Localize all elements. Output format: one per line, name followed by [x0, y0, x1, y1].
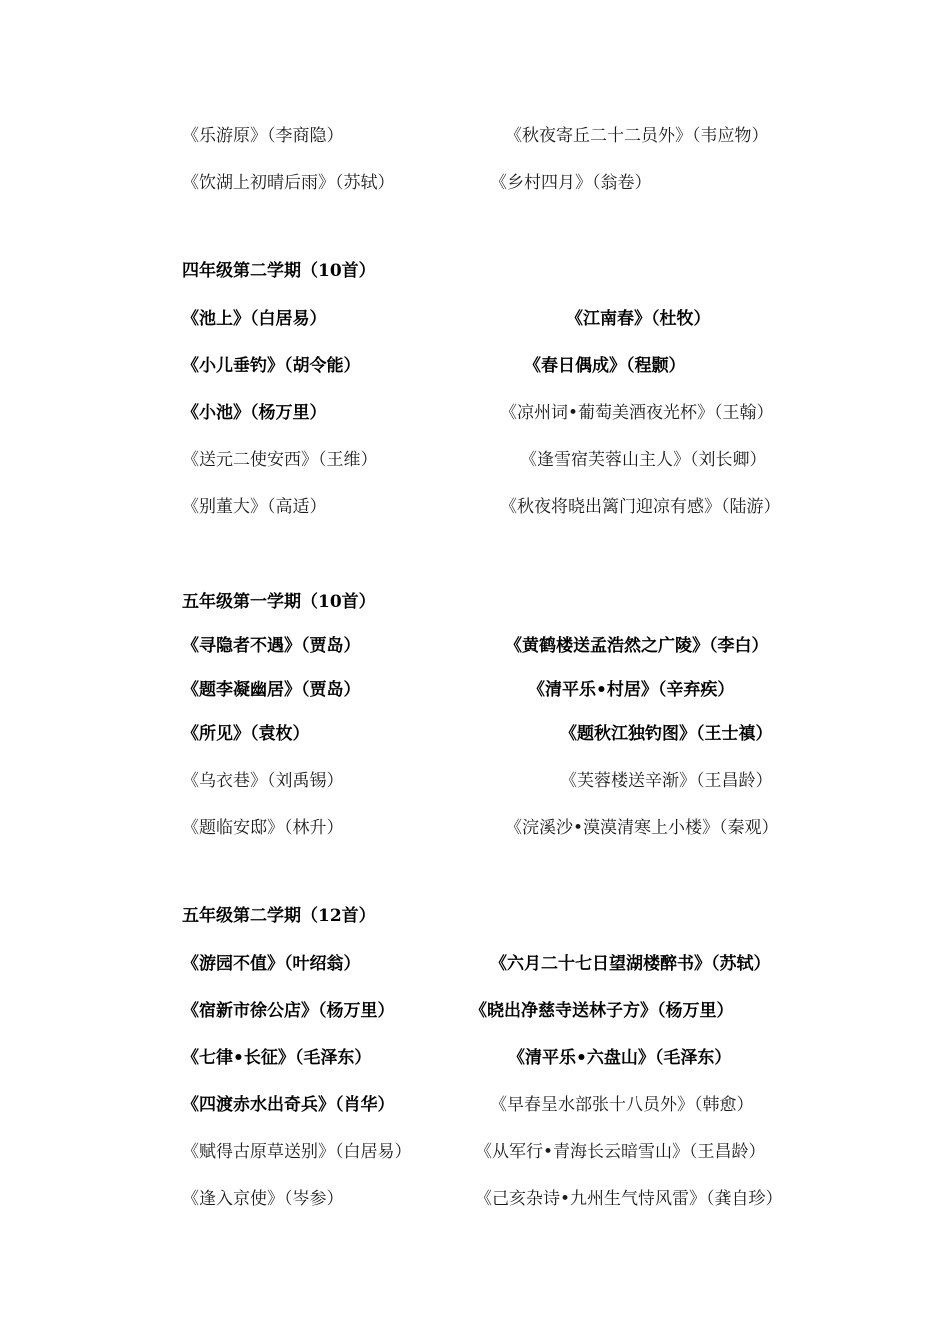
- poem-right: 《清平乐•六盘山》（毛泽东）: [508, 1048, 732, 1068]
- poem-row: [0, 631, 950, 661]
- poem-row: [0, 719, 950, 749]
- poem-row: [0, 675, 950, 705]
- poem-row: [0, 1090, 950, 1120]
- poem-left: 《逢入京使》（岑参）: [182, 1189, 344, 1209]
- poem-left: 《小儿垂钓》（胡令能）: [182, 356, 361, 376]
- poem-left: 《别董大》（高适）: [182, 497, 327, 517]
- poem-right: 《早春呈水部张十八员外》（韩愈）: [490, 1095, 754, 1115]
- poem-row: [0, 351, 950, 381]
- poem-right: 《黄鹤楼送孟浩然之广陵》（李白）: [505, 636, 769, 656]
- poem-left: 《小池》（杨万里）: [182, 403, 327, 423]
- poem-row: [0, 1043, 950, 1073]
- poem-right: 《己亥杂诗•九州生气恃风雷》（龚自珍）: [475, 1189, 783, 1209]
- poem-row: [0, 1137, 950, 1167]
- poem-left: 《七律•长征》（毛泽东）: [182, 1048, 372, 1068]
- poem-right: 《清平乐•村居》（辛弃疾）: [528, 680, 735, 700]
- poem-left: 《宿新市徐公店》（杨万里）: [182, 1001, 395, 1021]
- poem-left: 《乌衣巷》（刘禹锡）: [182, 771, 344, 791]
- poem-right: 《题秋江独钓图》（王士禛）: [560, 724, 773, 744]
- poem-right: 《秋夜寄丘二十二员外》（韦应物）: [505, 126, 769, 146]
- poem-row: [0, 492, 950, 522]
- poem-right: 《从军行•青海长云暗雪山》（王昌龄）: [475, 1142, 766, 1162]
- poem-row: [0, 304, 950, 334]
- poem-row: [0, 445, 950, 475]
- poem-left: 《游园不值》（叶绍翁）: [182, 954, 361, 974]
- poem-row: [0, 398, 950, 428]
- poem-left: 《题临安邸》（林升）: [182, 818, 344, 838]
- section-heading: 五年级第一学期（10首）: [182, 592, 376, 612]
- poem-row: [0, 121, 950, 151]
- poem-left: 《饮湖上初晴后雨》（苏轼）: [182, 173, 395, 193]
- poem-row: [0, 996, 950, 1026]
- poem-left: 《四渡赤水出奇兵》（肖华）: [182, 1095, 395, 1115]
- poem-left: 《题李凝幽居》（贾岛）: [182, 680, 361, 700]
- poem-row: [0, 766, 950, 796]
- poem-left: 《乐游原》（李商隐）: [182, 126, 344, 146]
- poem-right: 《浣溪沙•漠漠清寒上小楼》（秦观）: [505, 818, 779, 838]
- poem-row: [0, 1184, 950, 1214]
- poem-right: 《晓出净慈寺送林子方》（杨万里）: [470, 1001, 734, 1021]
- poem-right: 《江南春》（杜牧）: [566, 309, 711, 329]
- poem-row: [0, 949, 950, 979]
- poem-right: 《秋夜将晓出篱门迎凉有感》（陆游）: [500, 497, 781, 517]
- poem-row: [0, 813, 950, 843]
- poem-left: 《送元二使安西》（王维）: [182, 450, 378, 470]
- poem-right: 《乡村四月》（翁卷）: [490, 173, 652, 193]
- poem-right: 《六月二十七日望湖楼醉书》（苏轼）: [490, 954, 771, 974]
- poem-right: 《逢雪宿芙蓉山主人》（刘长卿）: [520, 450, 767, 470]
- section-heading: 四年级第二学期（10首）: [182, 261, 376, 281]
- poem-left: 《所见》（袁枚）: [182, 724, 310, 744]
- poem-left: 《寻隐者不遇》（贾岛）: [182, 636, 361, 656]
- poem-right: 《芙蓉楼送辛渐》（王昌龄）: [560, 771, 773, 791]
- poem-left: 《池上》（白居易）: [182, 309, 327, 329]
- section-heading: 五年级第二学期（12首）: [182, 906, 376, 926]
- poem-row: [0, 168, 950, 198]
- poem-left: 《赋得古原草送别》（白居易）: [182, 1142, 412, 1162]
- poem-right: 《春日偶成》（程颢）: [524, 356, 686, 376]
- poem-right: 《凉州词•葡萄美酒夜光杯》（王翰）: [500, 403, 774, 423]
